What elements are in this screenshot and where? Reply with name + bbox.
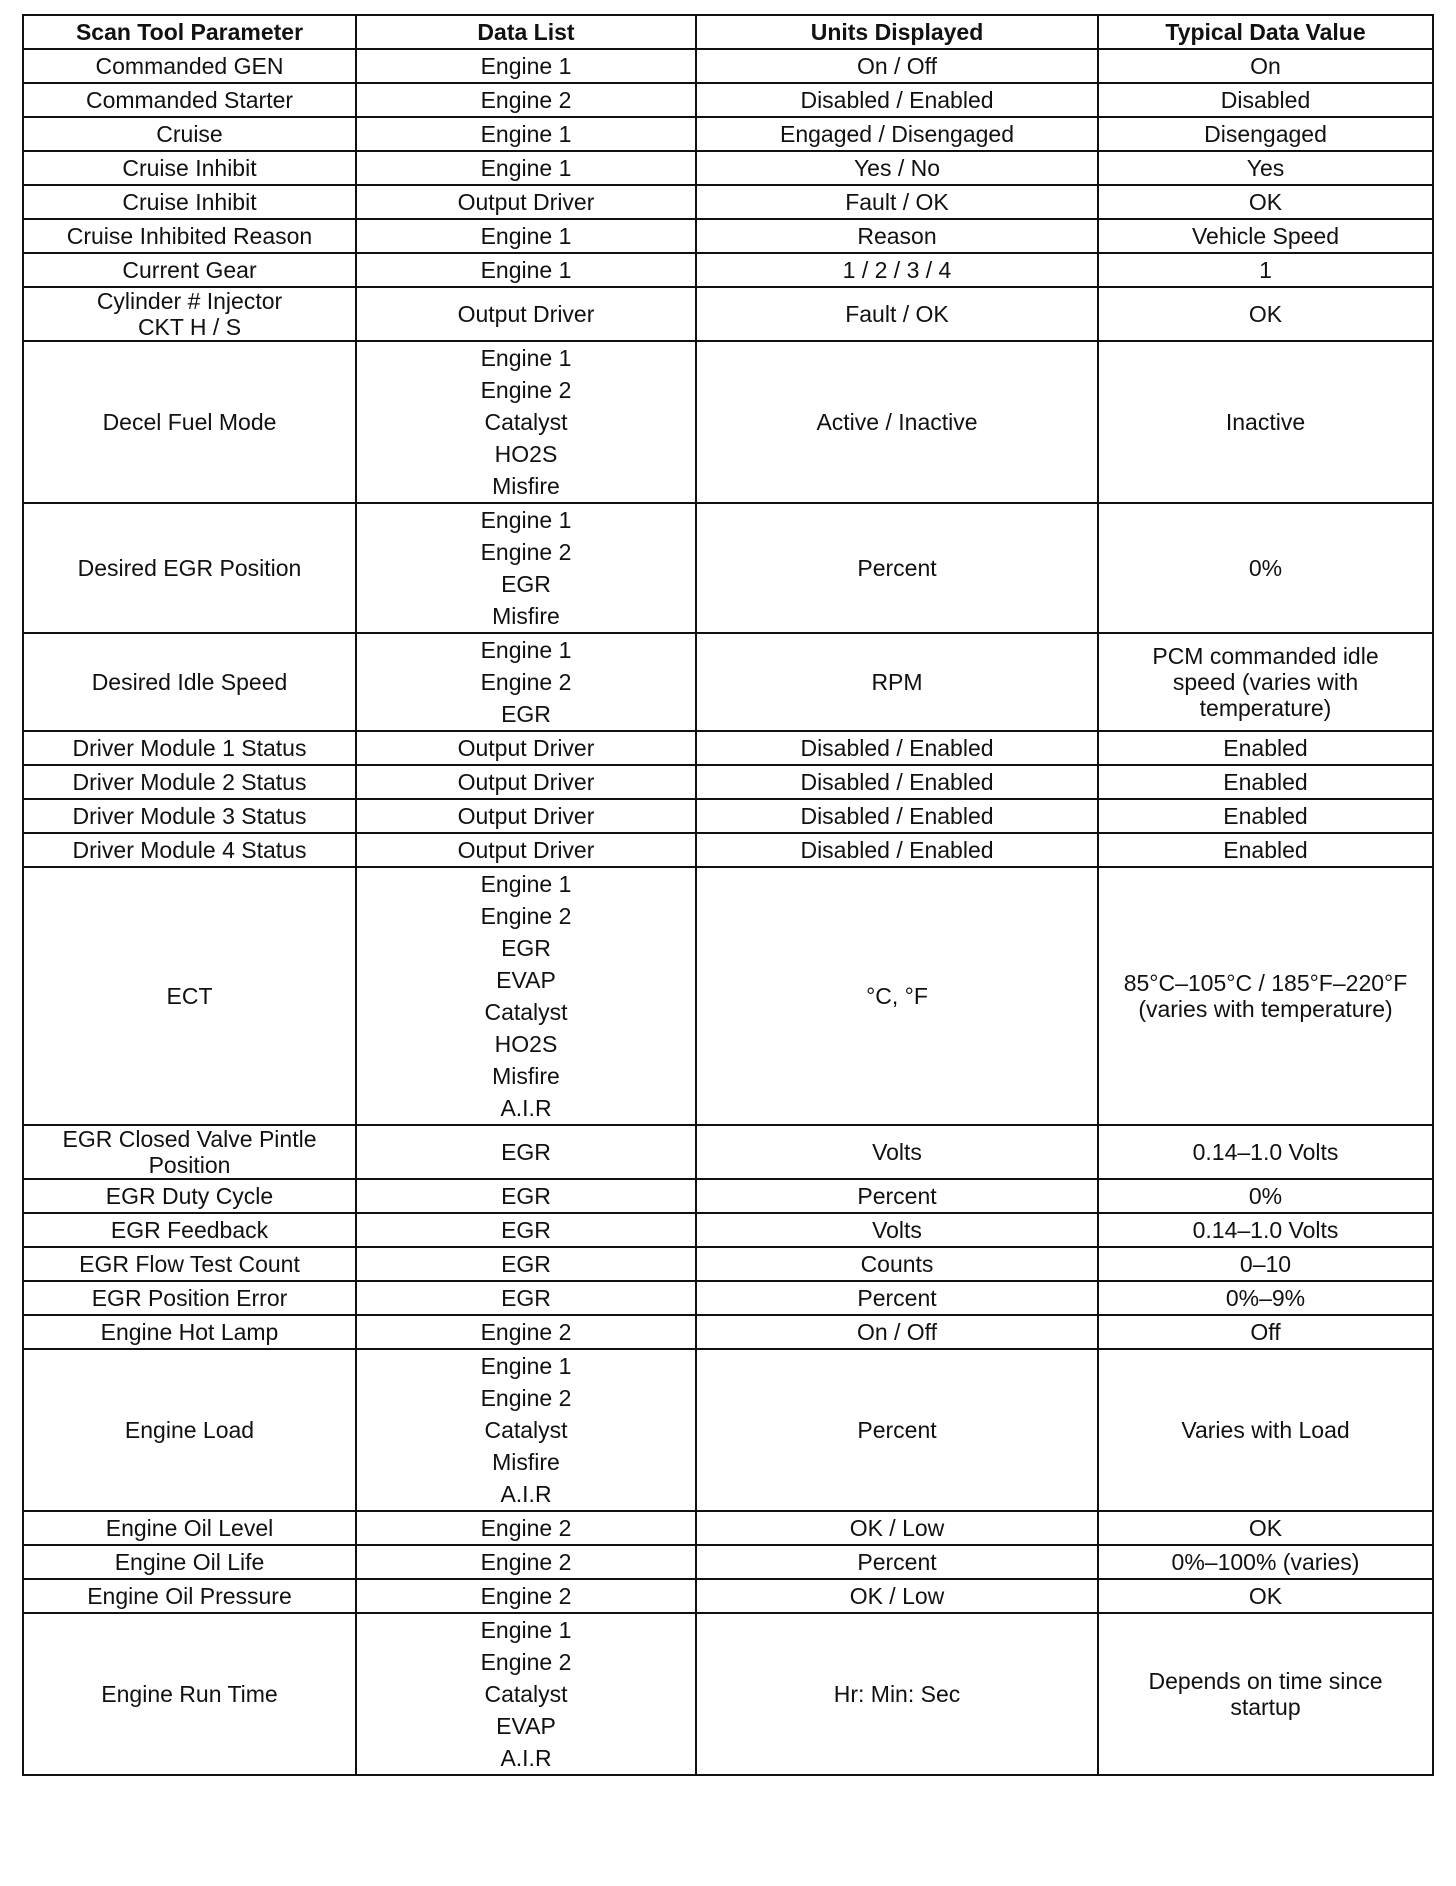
cell-typical-data-value [1098, 833, 1433, 867]
cell-typical-data-value [1098, 731, 1433, 765]
cell-units-displayed-line: Yes / No [853, 155, 941, 181]
cell-units-displayed [696, 867, 1098, 1125]
cell-data-list [356, 1315, 696, 1349]
cell-units-displayed [696, 1511, 1098, 1545]
cell-scan-tool-parameter-line: Driver Module 1 Status [72, 735, 307, 761]
cell-scan-tool-parameter [23, 253, 356, 287]
cell-units-displayed [696, 151, 1098, 185]
cell-units-displayed [696, 1315, 1098, 1349]
cell-data-list-line: Misfire [492, 603, 560, 629]
cell-data-list-line: Misfire [492, 473, 560, 499]
cell-data-list-line: Engine 2 [480, 1649, 572, 1675]
table-row [23, 1213, 1433, 1247]
cell-units-displayed-line: Volts [872, 1217, 922, 1243]
cell-data-list [356, 219, 696, 253]
cell-data-list-line: Engine 1 [480, 1617, 572, 1643]
table-row [23, 341, 1433, 503]
cell-typical-data-value [1098, 1579, 1433, 1613]
cell-units-displayed-line: On / Off [856, 1319, 938, 1345]
cell-scan-tool-parameter-line: CKT H / S [137, 314, 242, 340]
cell-units-displayed [696, 799, 1098, 833]
cell-data-list-line: A.I.R [500, 1481, 552, 1507]
cell-data-list-line: Engine 2 [480, 377, 572, 403]
cell-data-list-line: EGR [501, 1285, 551, 1311]
cell-data-list-line: Engine 1 [480, 871, 572, 897]
cell-typical-data-value-line: (varies with temperature) [1138, 996, 1393, 1022]
table-header-row [23, 15, 1433, 49]
cell-scan-tool-parameter-line: EGR Feedback [110, 1217, 269, 1243]
cell-scan-tool-parameter-line: Engine Oil Life [114, 1549, 265, 1575]
cell-scan-tool-parameter-line: EGR Position Error [91, 1285, 288, 1311]
cell-typical-data-value-line: speed (varies with [1172, 669, 1359, 695]
cell-typical-data-value-line: 0% [1248, 1183, 1283, 1209]
header-data-list: Data List [356, 15, 696, 49]
cell-scan-tool-parameter-line: Position [148, 1152, 231, 1178]
cell-scan-tool-parameter-line: Cylinder # Injector [96, 288, 283, 314]
cell-typical-data-value-line: 1 [1259, 257, 1272, 283]
cell-scan-tool-parameter [23, 1281, 356, 1315]
cell-typical-data-value-line: Enabled [1223, 735, 1308, 761]
cell-scan-tool-parameter [23, 799, 356, 833]
cell-scan-tool-parameter-line: Desired EGR Position [77, 555, 302, 581]
cell-scan-tool-parameter [23, 503, 356, 633]
cell-units-displayed [696, 1247, 1098, 1281]
cell-scan-tool-parameter-line: Cruise Inhibit [122, 155, 257, 181]
cell-scan-tool-parameter-line: Desired Idle Speed [91, 669, 288, 695]
cell-data-list [356, 765, 696, 799]
cell-typical-data-value-line: 0% [1248, 555, 1283, 581]
cell-typical-data-value-line: Depends on time since [1148, 1668, 1383, 1694]
header-typical-data-value: Typical Data Value [1098, 15, 1433, 49]
cell-data-list [356, 833, 696, 867]
cell-data-list-line: EVAP [496, 1713, 556, 1739]
table-row [23, 219, 1433, 253]
cell-data-list-line: Engine 1 [480, 637, 572, 663]
table-row [23, 185, 1433, 219]
cell-units-displayed [696, 287, 1098, 341]
cell-scan-tool-parameter-line: Commanded Starter [85, 87, 294, 113]
cell-data-list-line: Engine 1 [480, 53, 572, 79]
cell-units-displayed [696, 503, 1098, 633]
cell-units-displayed [696, 1179, 1098, 1213]
cell-typical-data-value-line: Off [1250, 1319, 1281, 1345]
cell-data-list [356, 253, 696, 287]
cell-data-list-line: Engine 1 [480, 155, 572, 181]
table-row [23, 1545, 1433, 1579]
cell-typical-data-value-line: 0.14–1.0 Volts [1192, 1217, 1339, 1243]
cell-units-displayed-line: RPM [871, 669, 923, 695]
cell-typical-data-value-line: Enabled [1223, 769, 1308, 795]
table-row [23, 867, 1433, 1125]
cell-data-list-line: EGR [501, 701, 551, 727]
cell-scan-tool-parameter-line: Cruise Inhibited Reason [66, 223, 313, 249]
cell-scan-tool-parameter [23, 1125, 356, 1179]
cell-units-displayed [696, 253, 1098, 287]
cell-data-list [356, 799, 696, 833]
header-units-displayed: Units Displayed [696, 15, 1098, 49]
cell-typical-data-value [1098, 1179, 1433, 1213]
cell-scan-tool-parameter-line: Cruise [156, 121, 223, 147]
cell-data-list-line: Misfire [492, 1449, 560, 1475]
cell-units-displayed [696, 1545, 1098, 1579]
cell-scan-tool-parameter [23, 151, 356, 185]
cell-data-list [356, 287, 696, 341]
cell-data-list [356, 1247, 696, 1281]
cell-typical-data-value [1098, 185, 1433, 219]
cell-data-list-line: Misfire [492, 1063, 560, 1089]
cell-typical-data-value-line: Varies with Load [1181, 1417, 1350, 1443]
cell-scan-tool-parameter [23, 1315, 356, 1349]
table-row [23, 1579, 1433, 1613]
cell-data-list-line: Engine 2 [480, 539, 572, 565]
cell-typical-data-value-line: On [1250, 53, 1281, 79]
cell-scan-tool-parameter [23, 731, 356, 765]
table-row [23, 1179, 1433, 1213]
table-row [23, 151, 1433, 185]
cell-typical-data-value [1098, 867, 1433, 1125]
cell-units-displayed [696, 833, 1098, 867]
cell-units-displayed-line: Percent [857, 555, 937, 581]
cell-typical-data-value-line: 0%–100% (varies) [1171, 1549, 1360, 1575]
cell-data-list-line: Catalyst [484, 1681, 568, 1707]
cell-data-list-line: Engine 2 [480, 1385, 572, 1411]
cell-data-list-line: Output Driver [457, 837, 595, 863]
cell-typical-data-value-line: PCM commanded idle [1152, 643, 1379, 669]
cell-units-displayed-line: 1 / 2 / 3 / 4 [842, 257, 952, 283]
cell-units-displayed [696, 117, 1098, 151]
cell-typical-data-value [1098, 341, 1433, 503]
table-row [23, 253, 1433, 287]
cell-data-list-line: Engine 2 [480, 1515, 572, 1541]
cell-scan-tool-parameter-line: Engine Load [124, 1417, 255, 1443]
cell-data-list-line: Engine 1 [480, 257, 572, 283]
cell-data-list-line: Engine 2 [480, 669, 572, 695]
table-row [23, 1349, 1433, 1511]
cell-data-list [356, 1125, 696, 1179]
cell-units-displayed [696, 1125, 1098, 1179]
cell-data-list [356, 731, 696, 765]
cell-typical-data-value [1098, 799, 1433, 833]
table-row [23, 287, 1433, 341]
cell-scan-tool-parameter-line: EGR Duty Cycle [105, 1183, 274, 1209]
cell-typical-data-value-line: Inactive [1225, 409, 1306, 435]
cell-scan-tool-parameter [23, 833, 356, 867]
cell-units-displayed-line: Disabled / Enabled [800, 735, 994, 761]
cell-typical-data-value [1098, 49, 1433, 83]
cell-data-list [356, 341, 696, 503]
cell-typical-data-value-line: startup [1230, 1694, 1301, 1720]
table-row [23, 799, 1433, 833]
cell-data-list-line: Engine 2 [480, 1319, 572, 1345]
table-row [23, 1281, 1433, 1315]
cell-scan-tool-parameter-line: ECT [166, 983, 213, 1009]
cell-typical-data-value-line: 85°C–105°C / 185°F–220°F [1123, 970, 1408, 996]
cell-scan-tool-parameter-line: Driver Module 2 Status [72, 769, 307, 795]
cell-scan-tool-parameter-line: Current Gear [122, 257, 257, 283]
table-body [23, 49, 1433, 1775]
cell-scan-tool-parameter [23, 1579, 356, 1613]
table-row [23, 1125, 1433, 1179]
cell-data-list-line: Engine 2 [480, 87, 572, 113]
cell-data-list-line: Engine 2 [480, 903, 572, 929]
cell-typical-data-value-line: OK [1248, 301, 1283, 327]
cell-units-displayed [696, 219, 1098, 253]
cell-data-list [356, 633, 696, 731]
cell-typical-data-value-line: Disabled [1220, 87, 1311, 113]
cell-scan-tool-parameter-line: Commanded GEN [95, 53, 284, 79]
cell-scan-tool-parameter [23, 219, 356, 253]
cell-typical-data-value-line: Enabled [1223, 837, 1308, 863]
cell-data-list [356, 1545, 696, 1579]
cell-units-displayed [696, 49, 1098, 83]
table-row [23, 1511, 1433, 1545]
cell-scan-tool-parameter-line: EGR Flow Test Count [79, 1251, 300, 1277]
cell-units-displayed-line: Active / Inactive [816, 409, 978, 435]
cell-data-list [356, 1281, 696, 1315]
table-row [23, 503, 1433, 633]
cell-units-displayed-line: Percent [857, 1549, 937, 1575]
cell-units-displayed-line: OK / Low [849, 1515, 945, 1541]
cell-typical-data-value [1098, 1247, 1433, 1281]
cell-scan-tool-parameter-line: Engine Run Time [101, 1681, 278, 1707]
cell-typical-data-value [1098, 503, 1433, 633]
cell-units-displayed-line: Disabled / Enabled [800, 837, 994, 863]
cell-data-list-line: Output Driver [457, 735, 595, 761]
cell-data-list-line: EGR [501, 571, 551, 597]
cell-scan-tool-parameter-line: Driver Module 4 Status [72, 837, 307, 863]
cell-scan-tool-parameter [23, 1213, 356, 1247]
cell-data-list [356, 1349, 696, 1511]
cell-data-list [356, 151, 696, 185]
cell-typical-data-value-line: OK [1248, 189, 1283, 215]
cell-units-displayed-line: Fault / OK [845, 189, 949, 215]
cell-scan-tool-parameter-line: Engine Hot Lamp [100, 1319, 279, 1345]
table-row [23, 833, 1433, 867]
cell-typical-data-value-line: 0%–9% [1225, 1285, 1306, 1311]
cell-data-list-line: HO2S [494, 1031, 558, 1057]
cell-units-displayed [696, 633, 1098, 731]
cell-typical-data-value [1098, 1349, 1433, 1511]
cell-scan-tool-parameter [23, 1247, 356, 1281]
cell-units-displayed-line: Reason [857, 223, 937, 249]
cell-typical-data-value-line: Vehicle Speed [1191, 223, 1340, 249]
cell-scan-tool-parameter [23, 341, 356, 503]
cell-scan-tool-parameter-line: Cruise Inhibit [122, 189, 257, 215]
cell-data-list-line: A.I.R [500, 1745, 552, 1771]
cell-data-list [356, 185, 696, 219]
cell-data-list-line: Output Driver [457, 301, 595, 327]
cell-scan-tool-parameter [23, 117, 356, 151]
cell-units-displayed-line: On / Off [856, 53, 938, 79]
cell-typical-data-value-line: 0.14–1.0 Volts [1192, 1139, 1339, 1165]
cell-units-displayed-line: Counts [860, 1251, 934, 1277]
cell-data-list [356, 1613, 696, 1775]
cell-units-displayed [696, 1349, 1098, 1511]
cell-data-list-line: Output Driver [457, 803, 595, 829]
scan-tool-data-table [22, 14, 1434, 1776]
table-row [23, 49, 1433, 83]
cell-typical-data-value [1098, 1125, 1433, 1179]
cell-data-list-line: Engine 1 [480, 1353, 572, 1379]
table-row [23, 1247, 1433, 1281]
cell-typical-data-value-line: Enabled [1223, 803, 1308, 829]
cell-data-list [356, 1213, 696, 1247]
cell-units-displayed [696, 1579, 1098, 1613]
cell-units-displayed-line: Percent [857, 1285, 937, 1311]
cell-data-list [356, 1579, 696, 1613]
cell-data-list-line: HO2S [494, 441, 558, 467]
cell-data-list [356, 83, 696, 117]
cell-units-displayed [696, 1213, 1098, 1247]
cell-data-list-line: EGR [501, 1251, 551, 1277]
cell-units-displayed-line: Disabled / Enabled [800, 803, 994, 829]
cell-scan-tool-parameter [23, 867, 356, 1125]
cell-typical-data-value [1098, 1281, 1433, 1315]
table-row [23, 765, 1433, 799]
header-scan-tool-parameter: Scan Tool Parameter [23, 15, 356, 49]
cell-scan-tool-parameter [23, 1349, 356, 1511]
cell-scan-tool-parameter-line: EGR Closed Valve Pintle [62, 1126, 317, 1152]
cell-typical-data-value [1098, 1613, 1433, 1775]
cell-typical-data-value [1098, 1315, 1433, 1349]
cell-typical-data-value-line: Disengaged [1204, 121, 1327, 147]
cell-data-list [356, 503, 696, 633]
cell-typical-data-value-line: temperature) [1199, 695, 1332, 721]
cell-typical-data-value-line: OK [1248, 1515, 1283, 1541]
cell-data-list-line: EGR [501, 1217, 551, 1243]
cell-units-displayed [696, 185, 1098, 219]
cell-units-displayed [696, 765, 1098, 799]
cell-typical-data-value-line: 0–10 [1239, 1251, 1292, 1277]
cell-typical-data-value-line: Yes [1246, 155, 1285, 181]
cell-typical-data-value [1098, 253, 1433, 287]
cell-units-displayed [696, 83, 1098, 117]
cell-units-displayed [696, 1613, 1098, 1775]
cell-data-list [356, 117, 696, 151]
cell-scan-tool-parameter [23, 1545, 356, 1579]
table-row [23, 1315, 1433, 1349]
cell-scan-tool-parameter [23, 287, 356, 341]
cell-data-list [356, 1511, 696, 1545]
cell-typical-data-value [1098, 765, 1433, 799]
cell-typical-data-value [1098, 151, 1433, 185]
cell-data-list-line: EGR [501, 935, 551, 961]
cell-scan-tool-parameter-line: Decel Fuel Mode [102, 409, 277, 435]
table-row [23, 731, 1433, 765]
cell-typical-data-value [1098, 633, 1433, 731]
cell-units-displayed-line: Percent [857, 1417, 937, 1443]
cell-data-list [356, 867, 696, 1125]
cell-typical-data-value-line: OK [1248, 1583, 1283, 1609]
cell-units-displayed-line: Disabled / Enabled [800, 87, 994, 113]
cell-data-list-line: Catalyst [484, 1417, 568, 1443]
cell-units-displayed [696, 731, 1098, 765]
cell-data-list-line: Engine 1 [480, 345, 572, 371]
cell-data-list-line: Catalyst [484, 999, 568, 1025]
cell-typical-data-value [1098, 219, 1433, 253]
cell-data-list-line: A.I.R [500, 1095, 552, 1121]
cell-scan-tool-parameter [23, 83, 356, 117]
cell-typical-data-value [1098, 1545, 1433, 1579]
cell-data-list-line: EGR [501, 1183, 551, 1209]
cell-data-list-line: Engine 2 [480, 1583, 572, 1609]
cell-data-list-line: EVAP [496, 967, 556, 993]
table-row [23, 633, 1433, 731]
cell-data-list-line: Output Driver [457, 769, 595, 795]
cell-units-displayed-line: Fault / OK [845, 301, 949, 327]
cell-data-list-line: Engine 1 [480, 223, 572, 249]
cell-typical-data-value [1098, 1213, 1433, 1247]
cell-scan-tool-parameter-line: Driver Module 3 Status [72, 803, 307, 829]
cell-data-list-line: Engine 1 [480, 121, 572, 147]
table-row [23, 83, 1433, 117]
cell-scan-tool-parameter [23, 765, 356, 799]
cell-units-displayed-line: Percent [857, 1183, 937, 1209]
table-row [23, 117, 1433, 151]
cell-data-list-line: Catalyst [484, 409, 568, 435]
cell-units-displayed [696, 1281, 1098, 1315]
table-row [23, 1613, 1433, 1775]
cell-units-displayed-line: Hr: Min: Sec [833, 1681, 961, 1707]
cell-typical-data-value [1098, 117, 1433, 151]
cell-data-list-line: Output Driver [457, 189, 595, 215]
cell-data-list [356, 1179, 696, 1213]
cell-data-list-line: EGR [501, 1139, 551, 1165]
cell-scan-tool-parameter [23, 1179, 356, 1213]
cell-typical-data-value [1098, 83, 1433, 117]
cell-typical-data-value [1098, 1511, 1433, 1545]
cell-scan-tool-parameter [23, 1613, 356, 1775]
cell-scan-tool-parameter [23, 185, 356, 219]
cell-units-displayed-line: Volts [872, 1139, 922, 1165]
cell-units-displayed-line: Disabled / Enabled [800, 769, 994, 795]
cell-units-displayed-line: Engaged / Disengaged [779, 121, 1015, 147]
cell-scan-tool-parameter-line: Engine Oil Level [105, 1515, 274, 1541]
cell-scan-tool-parameter-line: Engine Oil Pressure [87, 1583, 292, 1609]
cell-units-displayed-line: °C, °F [866, 983, 928, 1009]
cell-scan-tool-parameter [23, 49, 356, 83]
cell-data-list [356, 49, 696, 83]
cell-data-list-line: Engine 2 [480, 1549, 572, 1575]
cell-scan-tool-parameter [23, 633, 356, 731]
cell-scan-tool-parameter [23, 1511, 356, 1545]
cell-data-list-line: Engine 1 [480, 507, 572, 533]
cell-units-displayed-line: OK / Low [849, 1583, 945, 1609]
cell-units-displayed [696, 341, 1098, 503]
cell-typical-data-value [1098, 287, 1433, 341]
